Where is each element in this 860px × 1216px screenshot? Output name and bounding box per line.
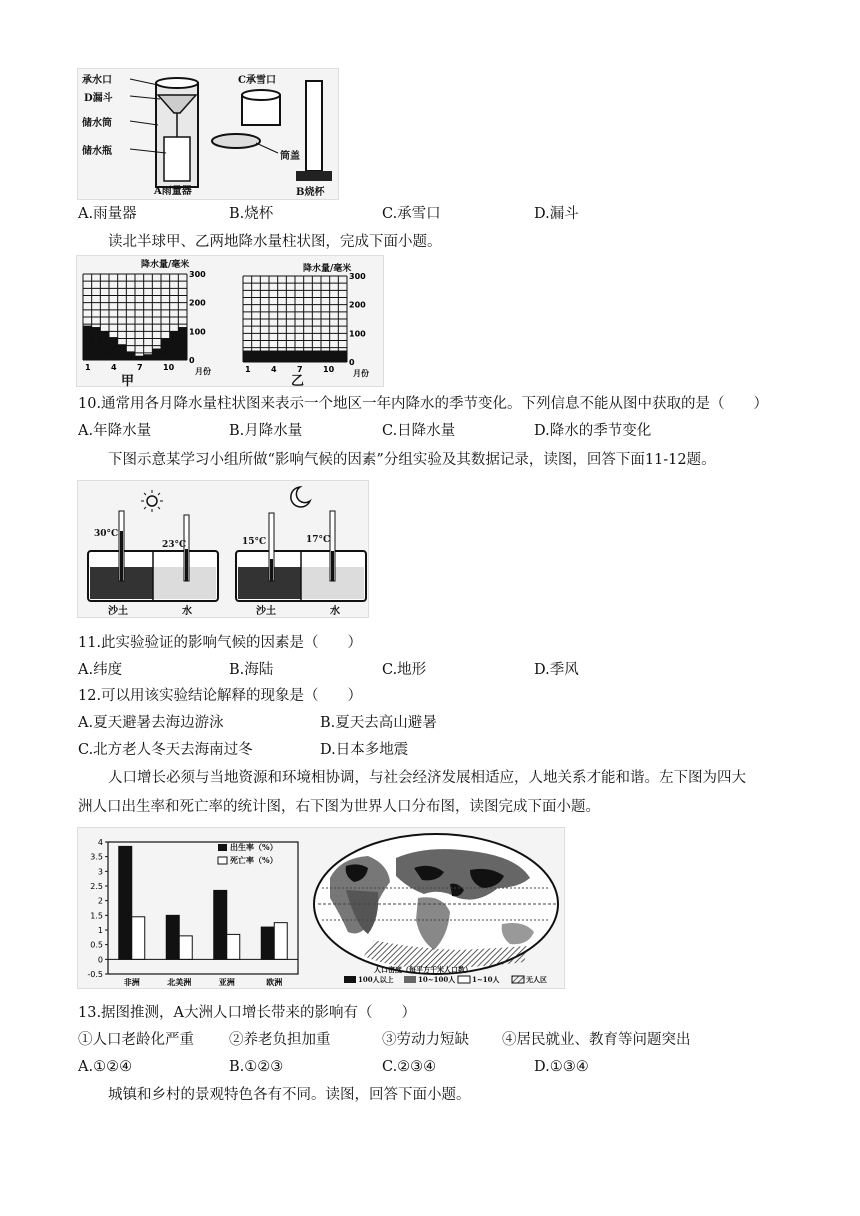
legend-swatch-sparse	[458, 976, 470, 983]
precip-bar-yi-9	[312, 351, 321, 362]
yi-panel-label: 乙	[291, 374, 305, 389]
precip-y-tick: 0	[189, 356, 195, 365]
map-legend-sparse: 1~10人	[472, 975, 500, 984]
precip-y-tick: 200	[349, 300, 366, 310]
pop-y-tick: -0.5	[87, 970, 103, 979]
q13-option-d: D.①③④	[534, 1059, 589, 1075]
jia-y-title: 降水量/毫米	[141, 260, 190, 270]
q10-option-c: C.日降水量	[382, 423, 456, 439]
precip-x-tick: 7	[297, 365, 303, 374]
death-rate-bar-1	[179, 936, 192, 959]
q13-item-4: ④居民就业、教育等问题突出	[502, 1032, 691, 1048]
label-rain-gauge: A雨量器	[154, 186, 192, 197]
precip-x-tick: 10	[163, 363, 175, 372]
q12-option-b: B.夏天去高山避暑	[320, 715, 437, 731]
pop-y-tick: 2.5	[90, 882, 103, 891]
precipitation-charts	[76, 255, 384, 387]
q10-option-d: D.降水的季节变化	[534, 423, 652, 439]
pop-category-label: 亚洲	[218, 978, 235, 987]
intro-population-line2: 洲人口出生率和死亡率的统计图，右下图为世界人口分布图，读图完成下面小题。	[78, 799, 600, 815]
map-legend-empty: 无人区	[526, 975, 547, 984]
q13-item-2: ②养老负担加重	[229, 1032, 331, 1048]
precip-bar-yi-6	[286, 351, 295, 362]
precip-bar-yi-2	[252, 351, 261, 362]
legend-swatch-empty	[512, 976, 524, 983]
label-snow-mouth: C承雪口	[238, 75, 276, 86]
q12-stem: 12.可以用该实验结论解释的现象是（ ）	[78, 688, 363, 704]
label-storage-bottle: 储水瓶	[82, 146, 112, 157]
intro-population-line1: 人口增长必须与当地资源和环境相协调，与社会经济发展相适应，人地关系才能和谐。左下图为四大	[108, 770, 746, 786]
legend-swatch-birth	[218, 844, 227, 851]
precip-x-tick: 10	[323, 365, 335, 374]
jia-panel-label: 甲	[121, 374, 135, 389]
legend-birth-rate: 出生率（%）	[230, 842, 278, 852]
pop-y-tick: 0	[97, 955, 103, 965]
q11-stem: 11.此实验验证的影响气候的因素是（ ）	[78, 635, 363, 651]
precip-bar-jia-8	[144, 354, 153, 360]
precip-x-tick: 7	[137, 363, 143, 372]
q11-option-d: D.季风	[534, 662, 579, 678]
temp-water-night: 17°C	[306, 535, 331, 545]
q10-option-b: B.月降水量	[229, 423, 303, 439]
q9-option-d: D.漏斗	[534, 206, 579, 222]
q13-option-b: B.①②③	[229, 1059, 284, 1075]
precip-x-tick: 1	[245, 365, 251, 374]
yi-y-title: 降水量/毫米	[303, 264, 352, 274]
precip-y-tick: 100	[189, 327, 206, 337]
label-beaker: B烧杯	[296, 187, 325, 198]
label-sand-night: 沙土	[256, 606, 276, 617]
precip-bar-yi-5	[278, 351, 287, 362]
intro-precipitation: 读北半球甲、乙两地降水量柱状图，完成下面小题。	[108, 234, 442, 250]
q11-option-a: A.纬度	[78, 662, 123, 678]
pop-category-label: 非洲	[123, 978, 140, 987]
map-legend-title: 人口密度（每平方千米人口数）	[374, 965, 472, 974]
pop-category-label: 欧洲	[266, 978, 283, 987]
precip-bar-jia-12	[178, 327, 187, 360]
precip-bar-jia-9	[152, 349, 161, 360]
q11-option-b: B.海陆	[229, 662, 274, 678]
death-rate-bar-2	[227, 934, 240, 959]
legend-swatch-medium	[404, 976, 416, 983]
precip-bar-yi-7	[295, 351, 304, 362]
precip-bar-jia-4	[109, 337, 118, 360]
experiment-figure	[77, 480, 369, 618]
label-water-inlet: 承水口	[82, 75, 112, 86]
precip-bar-jia-5	[118, 344, 127, 360]
precip-x-tick: 1	[85, 363, 91, 372]
pop-y-tick: 3.5	[90, 852, 103, 862]
legend-swatch-dense	[344, 976, 356, 983]
label-water-day: 水	[182, 606, 192, 617]
precip-bar-yi-1	[243, 351, 252, 362]
precip-bar-jia-10	[161, 339, 170, 361]
precip-x-tick: 4	[111, 363, 117, 372]
q10-option-a: A.年降水量	[78, 423, 152, 439]
pop-y-tick: 2	[97, 896, 103, 906]
q13-stem: 13.据图推测，A大洲人口增长带来的影响有（ ）	[78, 1005, 417, 1021]
q9-option-c: C.承雪口	[382, 206, 441, 222]
pop-y-tick: 1.5	[90, 911, 103, 921]
q9-option-a: A.雨量器	[78, 206, 137, 222]
map-legend-dense: 100人以上	[358, 975, 394, 984]
yi-x-unit: 月份	[353, 368, 369, 378]
intro-experiment: 下图示意某学习小组所做“影响气候的因素”分组实验及其数据记录，读图，回答下面11-12题。	[108, 452, 716, 468]
q11-option-c: C.地形	[382, 662, 427, 678]
q12-option-c: C.北方老人冬天去海南过冬	[78, 742, 253, 758]
label-funnel: D漏斗	[84, 93, 113, 104]
pop-y-tick: 3	[97, 867, 103, 877]
rain-gauge-figure	[77, 68, 339, 200]
birth-rate-bar-3	[261, 927, 274, 959]
precip-y-tick: 300	[189, 270, 206, 279]
precip-bar-yi-3	[260, 351, 269, 362]
jia-x-unit: 月份	[195, 366, 211, 376]
precip-bar-yi-11	[330, 351, 339, 362]
q13-option-c: C.②③④	[382, 1059, 437, 1075]
precip-y-tick: 100	[349, 329, 366, 339]
population-figure	[77, 827, 565, 989]
precip-bar-jia-2	[92, 327, 101, 360]
label-sand-day: 沙土	[108, 606, 128, 617]
precip-bar-yi-8	[304, 351, 313, 362]
temp-water-day: 23°C	[162, 540, 187, 550]
pop-y-tick: 4	[97, 838, 103, 847]
q12-option-d: D.日本多地震	[320, 742, 409, 758]
map-legend-medium: 10~100人	[418, 975, 456, 984]
death-rate-bar-3	[274, 923, 287, 960]
death-rate-bar-0	[132, 917, 145, 960]
precip-bar-yi-12	[338, 351, 347, 362]
label-water-night: 水	[330, 606, 340, 617]
pop-category-label: 北美洲	[167, 978, 192, 987]
q12-option-a: A.夏天避暑去海边游泳	[78, 715, 224, 731]
temp-sand-night: 15°C	[242, 537, 267, 547]
q10-stem: 10.通常用各月降水量柱状图来表示一个地区一年内降水的季节变化。下列信息不能从图中获取的是（ ）	[78, 396, 769, 412]
legend-swatch-death	[218, 857, 227, 864]
pop-y-tick: 0.5	[90, 940, 103, 950]
q13-item-1: ①人口老龄化严重	[78, 1032, 194, 1048]
precip-bar-yi-4	[269, 351, 278, 362]
precip-x-tick: 4	[271, 365, 277, 374]
sun-icon	[141, 490, 163, 512]
precip-bar-jia-7	[135, 356, 144, 360]
precip-bar-yi-10	[321, 351, 330, 362]
precip-y-tick: 0	[349, 358, 355, 367]
pop-y-tick: 1	[97, 926, 103, 935]
q13-item-3: ③劳动力短缺	[382, 1032, 469, 1048]
birth-rate-bar-0	[119, 846, 132, 959]
temp-sand-day: 30°C	[94, 529, 119, 539]
moon-icon	[291, 487, 310, 507]
birth-rate-bar-1	[166, 915, 179, 959]
q13-option-a: A.①②④	[78, 1059, 133, 1075]
q9-option-b: B.烧杯	[229, 206, 274, 222]
precip-bar-jia-1	[83, 326, 92, 360]
label-storage-tube: 储水筒	[82, 118, 112, 129]
world-population-map	[314, 834, 558, 974]
birth-rate-bar-2	[214, 890, 227, 959]
precip-y-tick: 300	[349, 272, 366, 281]
legend-death-rate: 死亡率（%）	[230, 855, 278, 865]
label-lid: 筒盖	[280, 151, 300, 162]
precip-y-tick: 200	[189, 298, 206, 308]
intro-town: 城镇和乡村的景观特色各有不同。读图，回答下面小题。	[108, 1087, 471, 1103]
